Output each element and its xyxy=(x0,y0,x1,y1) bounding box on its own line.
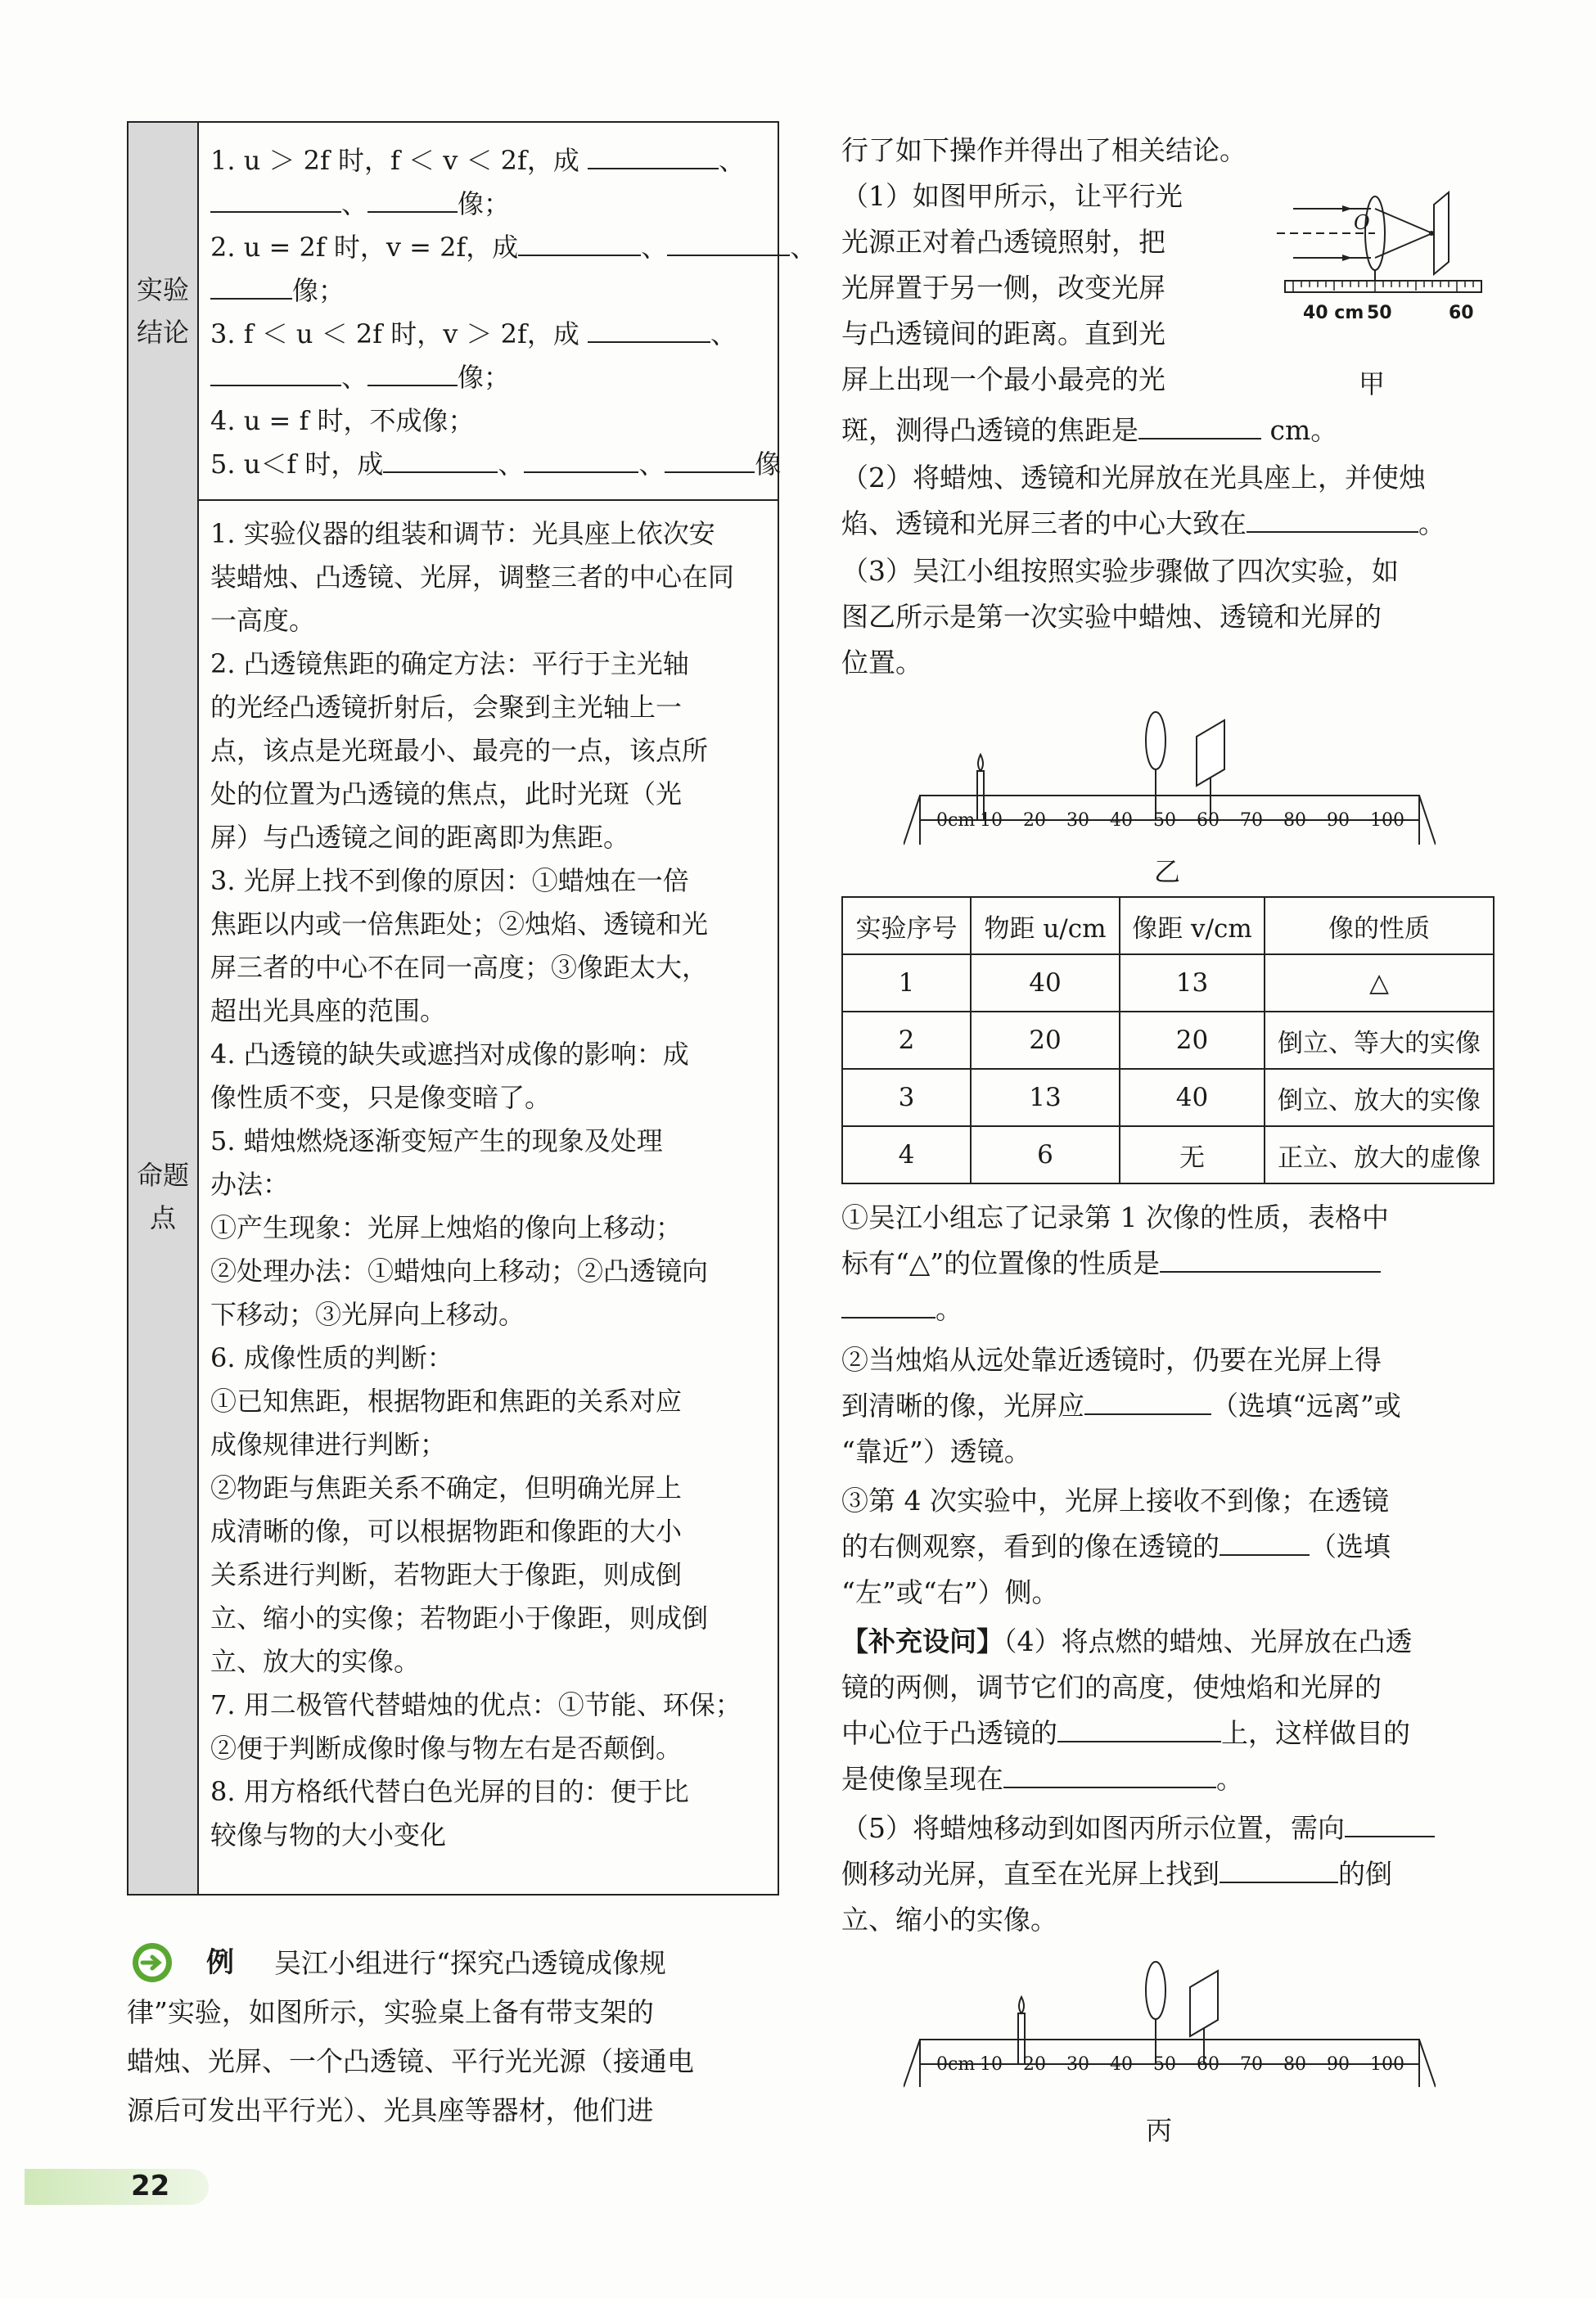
example-line: 律”实验，如图所示，实验桌上备有带支架的 xyxy=(127,1996,654,2028)
text: ②物距与焦距关系不确定，但明确光屏上 xyxy=(210,1472,683,1503)
ruler-tick: 30 xyxy=(1066,810,1089,831)
cell: 20 xyxy=(971,1012,1120,1069)
text-line: ③第 4 次实验中，光屏上接收不到像；在透镜 xyxy=(841,1485,1389,1517)
cell: 3 xyxy=(842,1069,971,1126)
text: 中心位于凸透镜的 xyxy=(841,1717,1057,1749)
left-summary-table xyxy=(127,121,817,1896)
row-label-conclusion xyxy=(128,123,199,499)
text-line: 立、缩小的实像。 xyxy=(841,1904,1057,1936)
text: 像 xyxy=(755,449,782,480)
ruler-tick: 50 xyxy=(1153,810,1176,831)
ruler-tick: 20 xyxy=(1023,2054,1046,2075)
text: 装蜡烛、凸透镜、光屏，调整三者的中心在同 xyxy=(210,561,735,593)
text: 斑，测得凸透镜的焦距是 xyxy=(841,414,1138,446)
text: 屏三者的中心不在同一高度；③像距太大， xyxy=(210,952,709,983)
cell: 40 xyxy=(971,954,1120,1012)
text: 像； xyxy=(292,275,345,306)
text-line: “靠近”）透镜。 xyxy=(841,1436,1031,1467)
text: （5）将蜡烛移动到如图丙所示位置，需向 xyxy=(841,1812,1345,1844)
cell: 13 xyxy=(971,1069,1120,1126)
cell: 4 xyxy=(842,1126,971,1183)
header-cell: 像的性质 xyxy=(1265,897,1494,954)
fig-bing-ruler xyxy=(936,2054,1413,2075)
text: 1. 实验仪器的组装和调节：光具座上依次安 xyxy=(210,518,715,549)
text: 像； xyxy=(458,362,511,393)
text: 处的位置为凸透镜的焦点，此时光斑（光 xyxy=(210,778,683,809)
text: 6. 成像性质的判断： xyxy=(210,1342,453,1373)
text: 的光经凸透镜折射后，会聚到主光轴上一 xyxy=(210,692,683,723)
ruler-tick: 20 xyxy=(1023,810,1046,831)
text: 5. 蜡烛燃烧逐渐变短产生的现象及处理 xyxy=(210,1125,663,1156)
text: ②处理办法：①蜡烛向上移动；②凸透镜向 xyxy=(210,1255,709,1287)
text: 的倒 xyxy=(1338,1858,1392,1890)
cell: 13 xyxy=(1120,954,1265,1012)
ruler-tick: 90 xyxy=(1327,810,1350,831)
text-line: 位置。 xyxy=(841,647,922,678)
ruler-tick: 80 xyxy=(1283,810,1306,831)
text: 。 xyxy=(1418,507,1445,539)
ruler-tick: 60 xyxy=(1197,2054,1220,2075)
ruler-tick: 100 xyxy=(1370,2054,1404,2075)
cell: 2 xyxy=(842,1012,971,1069)
table-row xyxy=(842,954,1494,1012)
ruler-tick: 60 xyxy=(1197,810,1220,831)
ruler-tick: 80 xyxy=(1283,2054,1306,2075)
cell: 20 xyxy=(1120,1012,1265,1069)
cell: 正立、放大的虚像 xyxy=(1265,1126,1494,1183)
text: 8. 用方格纸代替白色光屏的目的：便于比 xyxy=(210,1776,689,1807)
text-line: 行了如下操作并得出了相关结论。 xyxy=(841,134,1247,166)
text-line: ①吴江小组忘了记录第 1 次像的性质，表格中 xyxy=(841,1201,1389,1233)
fig-bing-label: 丙 xyxy=(1146,2115,1173,2146)
text: 立、放大的实像。 xyxy=(210,1646,421,1677)
text: 的右侧观察，看到的像在透镜的 xyxy=(841,1530,1220,1562)
ruler-tick: 90 xyxy=(1327,2054,1350,2075)
cell: 6 xyxy=(971,1126,1120,1183)
cell: 倒立、放大的实像 xyxy=(1265,1069,1494,1126)
ruler-tick: 40 xyxy=(1110,810,1133,831)
ruler-tick: 10 xyxy=(980,2054,1003,2075)
text-line: 光源正对着凸透镜照射，把 xyxy=(841,226,1165,258)
text: 下移动；③光屏向上移动。 xyxy=(210,1299,525,1330)
text-line: “左”或“右”）侧。 xyxy=(841,1576,1059,1608)
table-row xyxy=(842,1012,1494,1069)
text: 像性质不变，只是像变暗了。 xyxy=(210,1082,552,1113)
header-cell: 像距 v/cm xyxy=(1120,897,1265,954)
text-line: ②当烛焰从远处靠近透镜时，仍要在光屏上得 xyxy=(841,1344,1382,1376)
text: 7. 用二极管代替蜡烛的优点：①节能、环保； xyxy=(210,1689,742,1720)
label-line: 结论 xyxy=(136,317,189,348)
page-badge xyxy=(25,2169,209,2205)
text: 一高度。 xyxy=(210,605,316,636)
page-number: 22 xyxy=(131,2170,170,2202)
table-header-row xyxy=(842,897,1494,954)
text: 2. 凸透镜焦距的确定方法：平行于主光轴 xyxy=(210,648,689,679)
text: 5. u＜f 时，成 xyxy=(210,449,384,480)
example-label: 例 xyxy=(206,1946,234,1979)
text: 成清晰的像，可以根据物距和像距的大小 xyxy=(210,1516,683,1547)
table-row xyxy=(842,1069,1494,1126)
label-line: 点 xyxy=(149,1202,176,1233)
ruler-tick: 0cm xyxy=(936,2054,976,2075)
example-line: 吴江小组进行“探究凸透镜成像规 xyxy=(274,1947,666,1979)
text-line: （1）如图甲所示，让平行光 xyxy=(841,180,1183,212)
text: 屏）与凸透镜之间的距离即为焦距。 xyxy=(210,822,630,853)
text: 立、缩小的实像；若物距小于像距，则成倒 xyxy=(210,1603,709,1634)
fig-jia-tick: 40 cm xyxy=(1303,303,1364,323)
text: 焦距以内或一倍焦距处；②烛焰、透镜和光 xyxy=(210,908,709,940)
text: cm。 xyxy=(1269,414,1338,446)
text: 3. f ＜ u ＜ 2f 时，v ＞ 2f，成 xyxy=(210,318,579,349)
text-line: 与凸透镜间的距离。直到光 xyxy=(841,318,1165,349)
text: ①产生现象：光屏上烛焰的像向上移动； xyxy=(210,1212,683,1243)
text: 标有“△”的位置像的性质是 xyxy=(841,1247,1161,1279)
fig-jia-tick: 50 xyxy=(1367,303,1392,323)
example-line: 蜡烛、光屏、一个凸透镜、平行光光源（接通电 xyxy=(127,2045,694,2077)
ruler-tick: 50 xyxy=(1153,2054,1176,2075)
label-line: 实验 xyxy=(136,274,189,305)
fig-yi-ruler xyxy=(936,810,1413,831)
cell: 无 xyxy=(1120,1126,1265,1183)
text: 到清晰的像，光屏应 xyxy=(841,1390,1084,1422)
ruler-tick: 70 xyxy=(1240,2054,1263,2075)
text: 成像规律进行判断； xyxy=(210,1429,447,1460)
text: 点，该点是光斑最小、最亮的一点，该点所 xyxy=(210,735,709,766)
header-cell: 实验序号 xyxy=(842,897,971,954)
table-row xyxy=(842,1126,1494,1183)
ruler-tick: 30 xyxy=(1066,2054,1089,2075)
text: 办法： xyxy=(210,1169,290,1200)
text-line: （3）吴江小组按照实验步骤做了四次实验，如 xyxy=(841,555,1399,587)
text: 。 xyxy=(1216,1763,1243,1795)
text-line: 镜的两侧，调节它们的高度，使烛焰和光屏的 xyxy=(841,1671,1382,1703)
text-line: （2）将蜡烛、透镜和光屏放在光具座上，并使烛 xyxy=(841,462,1426,494)
cell: 1 xyxy=(842,954,971,1012)
topics-content xyxy=(210,512,769,1857)
text: 3. 光屏上找不到像的原因：①蜡烛在一倍 xyxy=(210,865,689,896)
text: 超出光具座的范围。 xyxy=(210,995,447,1026)
text: 像； xyxy=(458,188,511,219)
text: 2. u = 2f 时，v = 2f，成 xyxy=(210,232,519,263)
ruler-tick: 70 xyxy=(1240,810,1263,831)
text: 焰、透镜和光屏三者的中心大致在 xyxy=(841,507,1247,539)
ruler-tick: 40 xyxy=(1110,2054,1133,2075)
fig-jia-tick: 60 xyxy=(1449,303,1474,323)
supplement-tag: 【补充设问】 xyxy=(841,1625,1003,1657)
text-line: 屏上出现一个最小最亮的光 xyxy=(841,363,1165,395)
text: 。 xyxy=(936,1293,963,1325)
figure-bing xyxy=(904,1956,1436,2103)
cell: 40 xyxy=(1120,1069,1265,1126)
example-arrow-icon xyxy=(131,1941,174,1984)
example-line: 源后可发出平行光）、光具座等器材，他们进 xyxy=(127,2094,654,2126)
fig-jia-o-label: O xyxy=(1354,211,1370,234)
row-divider xyxy=(128,499,778,501)
text: ②便于判断成像时像与物左右是否颠倒。 xyxy=(210,1733,683,1764)
text: 1. u ＞ 2f 时，f ＜ v ＜ 2f，成 xyxy=(210,145,579,176)
fig-jia-label: 甲 xyxy=(1359,368,1386,399)
experiment-table xyxy=(841,896,1495,1184)
text: 较像与物的大小变化 xyxy=(210,1819,447,1850)
text: ①已知焦距，根据物距和焦距的关系对应 xyxy=(210,1386,683,1417)
ruler-tick: 100 xyxy=(1370,810,1404,831)
text: 关系进行判断，若物距大于像距，则成倒 xyxy=(210,1559,683,1590)
text-line: 图乙所示是第一次实验中蜡烛、透镜和光屏的 xyxy=(841,601,1382,633)
text-line: 光屏置于另一侧，改变光屏 xyxy=(841,272,1165,304)
label-line: 命题 xyxy=(136,1160,189,1191)
text: （选填“远离”或 xyxy=(1211,1390,1401,1422)
cell: △ xyxy=(1265,954,1494,1012)
text: 上，这样做目的 xyxy=(1221,1717,1410,1749)
row-label-topics xyxy=(128,499,199,1894)
header-cell: 物距 u/cm xyxy=(971,897,1120,954)
text: 侧移动光屏，直至在光屏上找到 xyxy=(841,1858,1220,1890)
text: 4. 凸透镜的缺失或遮挡对成像的影响：成 xyxy=(210,1039,689,1070)
cell: 倒立、等大的实像 xyxy=(1265,1012,1494,1069)
text: （选填 xyxy=(1310,1530,1391,1562)
text: （4）将点燃的蜡烛、光屏放在凸透 xyxy=(1003,1625,1413,1657)
text: 4. u = f 时，不成像； xyxy=(210,405,475,436)
conclusion-content: 1. u ＞ 2f 时，f ＜ v ＜ 2f，成 、 、 像； 2. u = 2f 时，v = 2f，成 、 、 像； 3. f ＜ u ＜ 2f 时，v ＞ 2f，成 、 、 像； 4. u = f 时，不成像； 5. u＜f 时，成 、 、 像 xyxy=(210,145,817,480)
ruler-tick: 0cm xyxy=(936,810,976,831)
text: 是使像呈现在 xyxy=(841,1763,1003,1795)
fig-yi-label: 乙 xyxy=(1154,856,1181,887)
ruler-tick: 10 xyxy=(980,810,1003,831)
